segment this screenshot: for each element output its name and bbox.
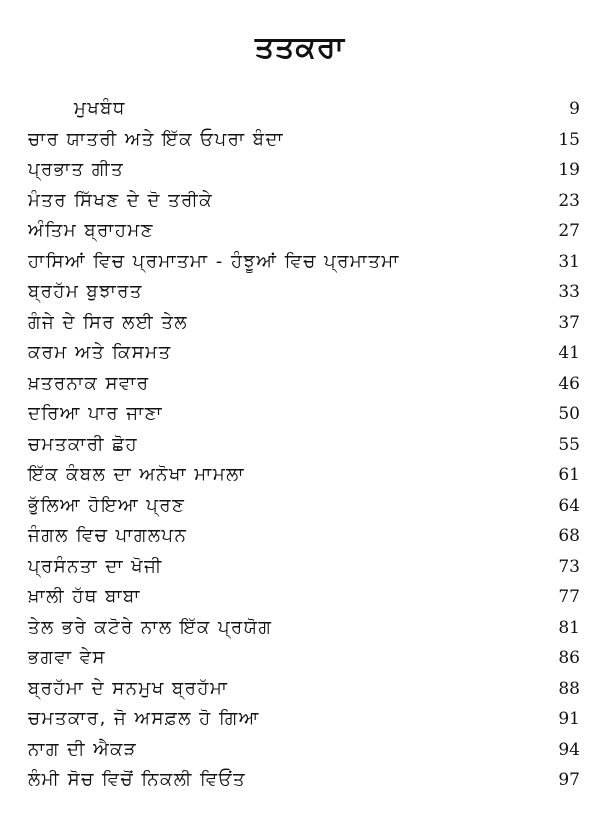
toc-entry-title: ਬ੍ਰਹੱਮਾ ਦੇ ਸਨਮੁਖ ਬ੍ਰਹੱਮਾ (28, 677, 229, 699)
toc-entry-title: ਚਮਤਕਾਰੀ ਛੋਹ (28, 433, 139, 455)
toc-entry-page-number: 88 (558, 678, 580, 699)
toc-entry-page-number: 9 (569, 99, 580, 119)
toc-entry-title: ਪ੍ਰਭਾਤ ਗੀਤ (28, 159, 125, 180)
toc-entry-page-number: 97 (558, 770, 580, 790)
toc-entry-page-number: 55 (558, 434, 580, 455)
toc-entry-page-number: 37 (558, 312, 580, 333)
toc-list (28, 94, 580, 796)
toc-entry (28, 430, 580, 461)
toc-entry-title: ਖ਼ਾਲੀ ਹੱਥ ਬਾਬਾ (28, 586, 141, 607)
toc-entry-title: ਨਾਗ ਦੀ ਐਕੜ (28, 738, 138, 760)
toc-entry-page-number: 33 (558, 282, 580, 302)
toc-entry (28, 552, 580, 583)
toc-entry (28, 338, 580, 369)
toc-entry-title: ਮੰਤਰ ਸਿੱਖਣ ਦੇ ਦੋ ਤਰੀਕੇ (28, 189, 214, 211)
toc-entry (28, 521, 580, 552)
toc-entry-page-number: 77 (558, 587, 580, 607)
toc-entry-title: ਅੰਤਿਮ ਬ੍ਰਾਹਮਣ (28, 220, 155, 241)
toc-entry-title: ਚਾਰ ਯਾਤਰੀ ਅਤੇ ਇੱਕ ਓਪਰਾ ਬੰਦਾ (28, 128, 285, 150)
toc-entry (28, 765, 580, 796)
toc-entry-page-number: 86 (558, 648, 580, 668)
toc-entry-page-number: 50 (558, 404, 580, 424)
toc-entry-page-number: 19 (558, 160, 580, 180)
toc-entry (28, 735, 580, 766)
toc-entry (28, 369, 580, 400)
toc-entry-title: ਭਗਵਾ ਵੇਸ (28, 647, 106, 668)
toc-entry-title: ਤੇਲ ਭਰੇ ਕਟੋਰੇ ਨਾਲ ਇੱਕ ਪ੍ਰਯੋਗ (28, 616, 273, 638)
toc-entry-page-number: 73 (558, 556, 580, 577)
toc-entry-title: ਜੰਗਲ ਵਿਚ ਪਾਗਲਪਨ (28, 525, 188, 546)
toc-entry-page-number: 23 (558, 190, 580, 211)
toc-entry (28, 247, 580, 278)
toc-entry-page-number: 94 (558, 739, 580, 760)
toc-entry (28, 674, 580, 705)
toc-entry-title: ਚਮਤਕਾਰ, ਜੋ ਅਸਫ਼ਲ ਹੋ ਗਿਆ (28, 708, 260, 729)
toc-entry-page-number: 41 (558, 343, 580, 363)
toc-entry-page-number: 81 (558, 617, 580, 638)
toc-entry (28, 125, 580, 156)
toc-entry (28, 216, 580, 247)
toc-entry-page-number: 27 (558, 221, 580, 241)
toc-entry-title: ਕਰਮ ਅਤੇ ਕਿਸਮਤ (28, 342, 172, 363)
toc-entry (28, 308, 580, 339)
toc-entry-page-number: 15 (558, 129, 580, 150)
toc-entry-title: ਗੰਜੇ ਦੇ ਸਿਰ ਲਈ ਤੇਲ (28, 311, 189, 333)
toc-entry-title: ਇੱਕ ਕੰਬਲ ਦਾ ਅਨੋਖਾ ਮਾਮਲਾ (28, 464, 245, 485)
toc-entry-title: ਦਰਿਆ ਪਾਰ ਜਾਣਾ (28, 403, 164, 424)
toc-entry-title: ਭੁੱਲਿਆ ਹੋਇਆ ਪ੍ਰਣ (28, 494, 186, 516)
toc-entry (28, 277, 580, 308)
toc-entry (28, 155, 580, 186)
toc-entry-page-number: 61 (558, 465, 580, 485)
toc-entry (28, 643, 580, 674)
toc-entry (28, 186, 580, 217)
toc-entry-page-number: 46 (558, 373, 580, 394)
toc-entry-title: ਮੁਖਬੰਧ (74, 98, 126, 119)
toc-entry-title: ਪ੍ਰਸੰਨਤਾ ਦਾ ਖੋਜੀ (28, 555, 163, 577)
toc-entry-title: ਲੰਮੀ ਸੋਚ ਵਿਚੋਂ ਨਿਕਲੀ ਵਿਓਂਤ (28, 769, 247, 790)
toc-entry (28, 460, 580, 491)
toc-entry-page-number: 31 (558, 251, 580, 272)
toc-entry (28, 613, 580, 644)
toc-entry (28, 582, 580, 613)
toc-entry (28, 491, 580, 522)
toc-entry-page-number: 68 (558, 526, 580, 546)
toc-entry (28, 704, 580, 735)
toc-entry-title: ਖ਼ਤਰਨਾਕ ਸਵਾਰ (28, 372, 150, 394)
toc-entry (28, 399, 580, 430)
page-title: ਤਤਕਰਾ (254, 30, 346, 65)
toc-entry-title: ਹਾਸਿਆਂ ਵਿਚ ਪ੍ਰਮਾਤਮਾ - ਹੰਝੂਆਂ ਵਿਚ ਪ੍ਰਮਾਤਮਾ (28, 250, 400, 272)
toc-entry-page-number: 91 (558, 709, 580, 729)
toc-entry (28, 94, 580, 125)
toc-entry-title: ਬ੍ਰਹੱਮ ਬੁਝਾਰਤ (28, 281, 143, 302)
toc-entry-page-number: 64 (558, 495, 580, 516)
